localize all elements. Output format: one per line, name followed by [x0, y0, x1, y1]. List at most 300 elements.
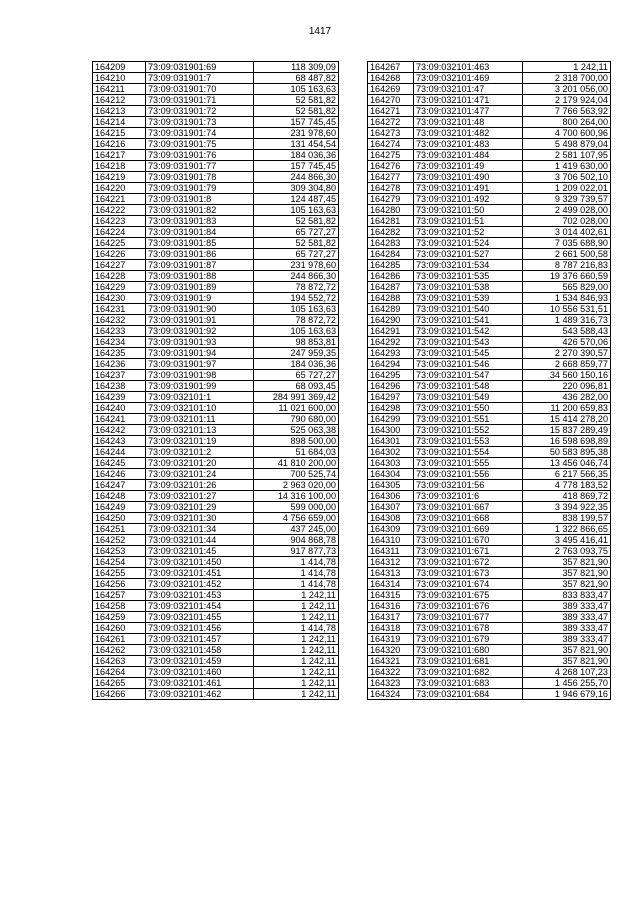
- row-number-cell: 164323: [368, 678, 414, 689]
- cadastral-number-cell: 73:09:032101:11: [146, 414, 254, 425]
- row-number-cell: 164242: [93, 425, 146, 436]
- row-number-cell: 164300: [368, 425, 414, 436]
- value-cell: 16 598 698,89: [523, 436, 611, 447]
- value-cell: 3 495 416,41: [523, 535, 611, 546]
- value-cell: 357 821,90: [523, 645, 611, 656]
- row-number-cell: 164282: [368, 227, 414, 238]
- value-cell: 904 868,78: [254, 535, 339, 546]
- row-number-cell: 164243: [93, 436, 146, 447]
- value-cell: 118 309,09: [254, 62, 339, 73]
- value-cell: 800 264,00: [523, 117, 611, 128]
- table-row: [368, 590, 611, 601]
- row-number-cell: 164316: [368, 601, 414, 612]
- value-cell: 833 833,47: [523, 590, 611, 601]
- value-cell: 2 763 093,75: [523, 546, 611, 557]
- table-row: [93, 194, 339, 205]
- value-cell: 1 242,11: [254, 645, 339, 656]
- row-number-cell: 164232: [93, 315, 146, 326]
- value-cell: 525 063,38: [254, 425, 339, 436]
- value-cell: 131 454,54: [254, 139, 339, 150]
- value-cell: 4 756 659,00: [254, 513, 339, 524]
- value-cell: 1 242,11: [523, 62, 611, 73]
- value-cell: 34 560 150,16: [523, 370, 611, 381]
- row-number-cell: 164249: [93, 502, 146, 513]
- cadastral-number-cell: 73:09:031901:86: [146, 249, 254, 260]
- row-number-cell: 164212: [93, 95, 146, 106]
- value-cell: 65 727,27: [254, 370, 339, 381]
- table-row: [93, 271, 339, 282]
- row-number-cell: 164250: [93, 513, 146, 524]
- table-row: [368, 480, 611, 491]
- cadastral-number-cell: 73:09:032101:461: [146, 678, 254, 689]
- table-row: [368, 282, 611, 293]
- table-row: [368, 436, 611, 447]
- value-cell: 357 821,90: [523, 568, 611, 579]
- table-row: [368, 579, 611, 590]
- row-number-cell: 164284: [368, 249, 414, 260]
- cadastral-number-cell: 73:09:032101:453: [146, 590, 254, 601]
- value-cell: 15 837 289,49: [523, 425, 611, 436]
- value-cell: 105 163,63: [254, 84, 339, 95]
- table-row: [93, 172, 339, 183]
- table-row: [368, 403, 611, 414]
- table-row: [368, 414, 611, 425]
- value-cell: 98 853,81: [254, 337, 339, 348]
- row-number-cell: 164210: [93, 73, 146, 84]
- value-cell: 2 318 700,00: [523, 73, 611, 84]
- cadastral-number-cell: 73:09:032101:542: [414, 326, 523, 337]
- value-cell: 389 333,47: [523, 612, 611, 623]
- value-cell: 1 946 679,16: [523, 689, 611, 700]
- table-row: [93, 304, 339, 315]
- table-row: [368, 348, 611, 359]
- cadastral-number-cell: 73:09:032101:52: [414, 227, 523, 238]
- cadastral-number-cell: 73:09:032101:19: [146, 436, 254, 447]
- cadastral-number-cell: 73:09:032101:482: [414, 128, 523, 139]
- row-number-cell: 164309: [368, 524, 414, 535]
- value-cell: 3 014 402,61: [523, 227, 611, 238]
- value-cell: 1 242,11: [254, 667, 339, 678]
- value-cell: 52 581,82: [254, 238, 339, 249]
- table-row: [368, 678, 611, 689]
- cadastral-number-cell: 73:09:032101:48: [414, 117, 523, 128]
- value-cell: 2 581 107,95: [523, 150, 611, 161]
- cadastral-number-cell: 73:09:032101:462: [146, 689, 254, 700]
- value-cell: 898 500,00: [254, 436, 339, 447]
- table-row: [93, 227, 339, 238]
- value-cell: 790 680,00: [254, 414, 339, 425]
- row-number-cell: 164217: [93, 150, 146, 161]
- value-cell: 309 304,80: [254, 183, 339, 194]
- table-row: [93, 260, 339, 271]
- table-row: [368, 689, 611, 700]
- value-cell: 157 745,45: [254, 161, 339, 172]
- value-cell: 2 270 390,57: [523, 348, 611, 359]
- value-cell: 105 163,63: [254, 205, 339, 216]
- cadastral-number-cell: 73:09:031901:69: [146, 62, 254, 73]
- cadastral-number-cell: 73:09:032101:483: [414, 139, 523, 150]
- table-row: [368, 645, 611, 656]
- cadastral-number-cell: 73:09:031901:75: [146, 139, 254, 150]
- value-cell: 1 414,78: [254, 557, 339, 568]
- table-row: [93, 315, 339, 326]
- row-number-cell: 164228: [93, 271, 146, 282]
- value-cell: 11 021 600,00: [254, 403, 339, 414]
- table-row: [93, 337, 339, 348]
- cadastral-number-cell: 73:09:032101:20: [146, 458, 254, 469]
- table-row: [93, 678, 339, 689]
- table-row: [93, 117, 339, 128]
- value-cell: 231 978,60: [254, 260, 339, 271]
- cadastral-number-cell: 73:09:032101:671: [414, 546, 523, 557]
- table-row: [368, 601, 611, 612]
- row-number-cell: 164267: [368, 62, 414, 73]
- cadastral-number-cell: 73:09:032101:524: [414, 238, 523, 249]
- row-number-cell: 164320: [368, 645, 414, 656]
- row-number-cell: 164246: [93, 469, 146, 480]
- table-row: [368, 260, 611, 271]
- table-row: [93, 348, 339, 359]
- value-cell: 105 163,63: [254, 304, 339, 315]
- value-cell: 184 036,36: [254, 150, 339, 161]
- table-row: [93, 403, 339, 414]
- table-row: [93, 535, 339, 546]
- row-number-cell: 164225: [93, 238, 146, 249]
- cadastral-number-cell: 73:09:032101:50: [414, 205, 523, 216]
- row-number-cell: 164238: [93, 381, 146, 392]
- row-number-cell: 164241: [93, 414, 146, 425]
- table-row: [93, 656, 339, 667]
- table-row: [93, 447, 339, 458]
- cadastral-number-cell: 73:09:032101:683: [414, 678, 523, 689]
- table-row: [368, 557, 611, 568]
- cadastral-number-cell: 73:09:032101:457: [146, 634, 254, 645]
- row-number-cell: 164215: [93, 128, 146, 139]
- cadastral-number-cell: 73:09:032101:551: [414, 414, 523, 425]
- cadastral-number-cell: 73:09:031901:92: [146, 326, 254, 337]
- value-cell: 231 978,60: [254, 128, 339, 139]
- value-cell: 13 456 046,74: [523, 458, 611, 469]
- row-number-cell: 164311: [368, 546, 414, 557]
- value-cell: 1 489 316,73: [523, 315, 611, 326]
- value-cell: 1 414,78: [254, 579, 339, 590]
- value-cell: 436 282,00: [523, 392, 611, 403]
- row-number-cell: 164256: [93, 579, 146, 590]
- value-cell: 1 242,11: [254, 590, 339, 601]
- table-row: [93, 524, 339, 535]
- table-row: [93, 513, 339, 524]
- table-row: [93, 150, 339, 161]
- table-row: [368, 524, 611, 535]
- table-row: [93, 623, 339, 634]
- table-row: [93, 62, 339, 73]
- row-number-cell: 164223: [93, 216, 146, 227]
- cadastral-number-cell: 73:09:032101:550: [414, 403, 523, 414]
- row-number-cell: 164293: [368, 348, 414, 359]
- cadastral-number-cell: 73:09:032101:670: [414, 535, 523, 546]
- value-cell: 41 810 200,00: [254, 458, 339, 469]
- table-row: [93, 139, 339, 150]
- cadastral-number-cell: 73:09:032101:463: [414, 62, 523, 73]
- table-row: [93, 645, 339, 656]
- row-number-cell: 164301: [368, 436, 414, 447]
- cadastral-number-cell: 73:09:032101:667: [414, 502, 523, 513]
- cadastral-number-cell: 73:09:031901:98: [146, 370, 254, 381]
- row-number-cell: 164213: [93, 106, 146, 117]
- table-row: [368, 216, 611, 227]
- value-cell: 2 499 028,00: [523, 205, 611, 216]
- row-number-cell: 164317: [368, 612, 414, 623]
- cadastral-number-cell: 73:09:031901:76: [146, 150, 254, 161]
- value-cell: 78 872,72: [254, 315, 339, 326]
- row-number-cell: 164286: [368, 271, 414, 282]
- table-row: [368, 95, 611, 106]
- row-number-cell: 164234: [93, 337, 146, 348]
- table-row: [368, 502, 611, 513]
- row-number-cell: 164296: [368, 381, 414, 392]
- table-row: [368, 612, 611, 623]
- value-cell: 1 322 866,65: [523, 524, 611, 535]
- left-data-table: [92, 61, 339, 700]
- cadastral-number-cell: 73:09:031901:74: [146, 128, 254, 139]
- value-cell: 1 242,11: [254, 612, 339, 623]
- cadastral-number-cell: 73:09:032101:491: [414, 183, 523, 194]
- row-number-cell: 164211: [93, 84, 146, 95]
- row-number-cell: 164295: [368, 370, 414, 381]
- cadastral-number-cell: 73:09:031901:71: [146, 95, 254, 106]
- table-row: [368, 84, 611, 95]
- cadastral-number-cell: 73:09:032101:45: [146, 546, 254, 557]
- value-cell: 838 199,57: [523, 513, 611, 524]
- value-cell: 3 394 922,35: [523, 502, 611, 513]
- cadastral-number-cell: 73:09:032101:30: [146, 513, 254, 524]
- cadastral-number-cell: 73:09:032101:668: [414, 513, 523, 524]
- cadastral-number-cell: 73:09:031901:87: [146, 260, 254, 271]
- cadastral-number-cell: 73:09:032101:451: [146, 568, 254, 579]
- cadastral-number-cell: 73:09:032101:34: [146, 524, 254, 535]
- row-number-cell: 164280: [368, 205, 414, 216]
- table-row: [368, 447, 611, 458]
- cadastral-number-cell: 73:09:031901:82: [146, 205, 254, 216]
- cadastral-number-cell: 73:09:032101:679: [414, 634, 523, 645]
- cadastral-number-cell: 73:09:032101:681: [414, 656, 523, 667]
- row-number-cell: 164302: [368, 447, 414, 458]
- value-cell: 105 163,63: [254, 326, 339, 337]
- table-row: [368, 370, 611, 381]
- cadastral-number-cell: 73:09:032101:540: [414, 304, 523, 315]
- table-row: [368, 359, 611, 370]
- cadastral-number-cell: 73:09:032101:554: [414, 447, 523, 458]
- table-row: [93, 359, 339, 370]
- cadastral-number-cell: 73:09:032101:477: [414, 106, 523, 117]
- value-cell: 565 829,00: [523, 282, 611, 293]
- row-number-cell: 164275: [368, 150, 414, 161]
- table-row: [93, 590, 339, 601]
- table-row: [368, 513, 611, 524]
- row-number-cell: 164310: [368, 535, 414, 546]
- row-number-cell: 164279: [368, 194, 414, 205]
- row-number-cell: 164239: [93, 392, 146, 403]
- cadastral-number-cell: 73:09:032101:47: [414, 84, 523, 95]
- value-cell: 1 242,11: [254, 634, 339, 645]
- cadastral-number-cell: 73:09:032101:674: [414, 579, 523, 590]
- row-number-cell: 164254: [93, 557, 146, 568]
- cadastral-number-cell: 73:09:032101:675: [414, 590, 523, 601]
- row-number-cell: 164209: [93, 62, 146, 73]
- value-cell: 124 487,45: [254, 194, 339, 205]
- table-row: [93, 216, 339, 227]
- cadastral-number-cell: 73:09:032101:669: [414, 524, 523, 535]
- cadastral-number-cell: 73:09:031901:90: [146, 304, 254, 315]
- cadastral-number-cell: 73:09:032101:460: [146, 667, 254, 678]
- cadastral-number-cell: 73:09:031901:99: [146, 381, 254, 392]
- cadastral-number-cell: 73:09:032101:6: [414, 491, 523, 502]
- table-row: [93, 634, 339, 645]
- row-number-cell: 164259: [93, 612, 146, 623]
- value-cell: 247 959,35: [254, 348, 339, 359]
- value-cell: 7 035 688,90: [523, 238, 611, 249]
- row-number-cell: 164290: [368, 315, 414, 326]
- row-number-cell: 164245: [93, 458, 146, 469]
- row-number-cell: 164277: [368, 172, 414, 183]
- table-row: [368, 656, 611, 667]
- cadastral-number-cell: 73:09:032101:456: [146, 623, 254, 634]
- row-number-cell: 164264: [93, 667, 146, 678]
- value-cell: 357 821,90: [523, 557, 611, 568]
- cadastral-number-cell: 73:09:032101:2: [146, 447, 254, 458]
- value-cell: 50 583 895,38: [523, 447, 611, 458]
- table-row: [93, 458, 339, 469]
- row-number-cell: 164319: [368, 634, 414, 645]
- value-cell: 19 376 660,59: [523, 271, 611, 282]
- value-cell: 4 700 600,96: [523, 128, 611, 139]
- table-row: [93, 106, 339, 117]
- value-cell: 389 333,47: [523, 634, 611, 645]
- cadastral-number-cell: 73:09:032101:678: [414, 623, 523, 634]
- value-cell: 78 872,72: [254, 282, 339, 293]
- row-number-cell: 164294: [368, 359, 414, 370]
- value-cell: 8 787 216,83: [523, 260, 611, 271]
- cadastral-number-cell: 73:09:032101:539: [414, 293, 523, 304]
- cadastral-number-cell: 73:09:032101:534: [414, 260, 523, 271]
- table-row: [93, 436, 339, 447]
- row-number-cell: 164260: [93, 623, 146, 634]
- cadastral-number-cell: 73:09:032101:56: [414, 480, 523, 491]
- cadastral-number-cell: 73:09:031901:8: [146, 194, 254, 205]
- table-row: [368, 469, 611, 480]
- cadastral-number-cell: 73:09:032101:51: [414, 216, 523, 227]
- value-cell: 5 498 879,04: [523, 139, 611, 150]
- page-number: 1417: [308, 26, 332, 37]
- cadastral-number-cell: 73:09:032101:535: [414, 271, 523, 282]
- table-row: [368, 568, 611, 579]
- cadastral-number-cell: 73:09:032101:24: [146, 469, 254, 480]
- table-row: [93, 205, 339, 216]
- row-number-cell: 164214: [93, 117, 146, 128]
- row-number-cell: 164299: [368, 414, 414, 425]
- row-number-cell: 164261: [93, 634, 146, 645]
- value-cell: 244 866,30: [254, 271, 339, 282]
- table-row: [368, 128, 611, 139]
- table-row: [93, 414, 339, 425]
- cadastral-number-cell: 73:09:031901:85: [146, 238, 254, 249]
- cadastral-number-cell: 73:09:031901:78: [146, 172, 254, 183]
- table-row: [93, 73, 339, 84]
- cadastral-number-cell: 73:09:031901:9: [146, 293, 254, 304]
- value-cell: 284 991 369,42: [254, 392, 339, 403]
- table-row: [368, 315, 611, 326]
- row-number-cell: 164283: [368, 238, 414, 249]
- row-number-cell: 164224: [93, 227, 146, 238]
- row-number-cell: 164297: [368, 392, 414, 403]
- value-cell: 357 821,90: [523, 579, 611, 590]
- right-data-table: [367, 61, 611, 700]
- row-number-cell: 164305: [368, 480, 414, 491]
- row-number-cell: 164248: [93, 491, 146, 502]
- row-number-cell: 164281: [368, 216, 414, 227]
- row-number-cell: 164307: [368, 502, 414, 513]
- cadastral-number-cell: 73:09:032101:541: [414, 315, 523, 326]
- value-cell: 7 766 563,92: [523, 106, 611, 117]
- cadastral-number-cell: 73:09:031901:88: [146, 271, 254, 282]
- cadastral-number-cell: 73:09:032101:680: [414, 645, 523, 656]
- value-cell: 389 333,47: [523, 623, 611, 634]
- cadastral-number-cell: 73:09:031901:97: [146, 359, 254, 370]
- row-number-cell: 164273: [368, 128, 414, 139]
- value-cell: 6 217 566,35: [523, 469, 611, 480]
- value-cell: 11 200 659,83: [523, 403, 611, 414]
- table-row: [368, 62, 611, 73]
- value-cell: 2 661 500,58: [523, 249, 611, 260]
- value-cell: 184 036,36: [254, 359, 339, 370]
- table-row: [93, 238, 339, 249]
- table-row: [93, 370, 339, 381]
- table-row: [368, 172, 611, 183]
- row-number-cell: 164227: [93, 260, 146, 271]
- table-row: [368, 535, 611, 546]
- cadastral-number-cell: 73:09:032101:673: [414, 568, 523, 579]
- row-number-cell: 164266: [93, 689, 146, 700]
- row-number-cell: 164271: [368, 106, 414, 117]
- value-cell: 3 201 056,00: [523, 84, 611, 95]
- table-row: [368, 381, 611, 392]
- cadastral-number-cell: 73:09:031901:7: [146, 73, 254, 84]
- value-cell: 4 778 183,52: [523, 480, 611, 491]
- row-number-cell: 164219: [93, 172, 146, 183]
- value-cell: 3 706 502,10: [523, 172, 611, 183]
- cadastral-number-cell: 73:09:032101:10: [146, 403, 254, 414]
- table-row: [368, 249, 611, 260]
- table-row: [368, 161, 611, 172]
- row-number-cell: 164272: [368, 117, 414, 128]
- cadastral-number-cell: 73:09:032101:29: [146, 502, 254, 513]
- row-number-cell: 164230: [93, 293, 146, 304]
- value-cell: 418 869,72: [523, 491, 611, 502]
- row-number-cell: 164252: [93, 535, 146, 546]
- cadastral-number-cell: 73:09:031901:84: [146, 227, 254, 238]
- table-row: [93, 249, 339, 260]
- table-row: [368, 293, 611, 304]
- table-row: [368, 546, 611, 557]
- table-row: [93, 161, 339, 172]
- value-cell: 52 581,82: [254, 216, 339, 227]
- table-row: [368, 491, 611, 502]
- value-cell: 244 866,30: [254, 172, 339, 183]
- row-number-cell: 164231: [93, 304, 146, 315]
- table-row: [368, 183, 611, 194]
- table-row: [368, 337, 611, 348]
- row-number-cell: 164244: [93, 447, 146, 458]
